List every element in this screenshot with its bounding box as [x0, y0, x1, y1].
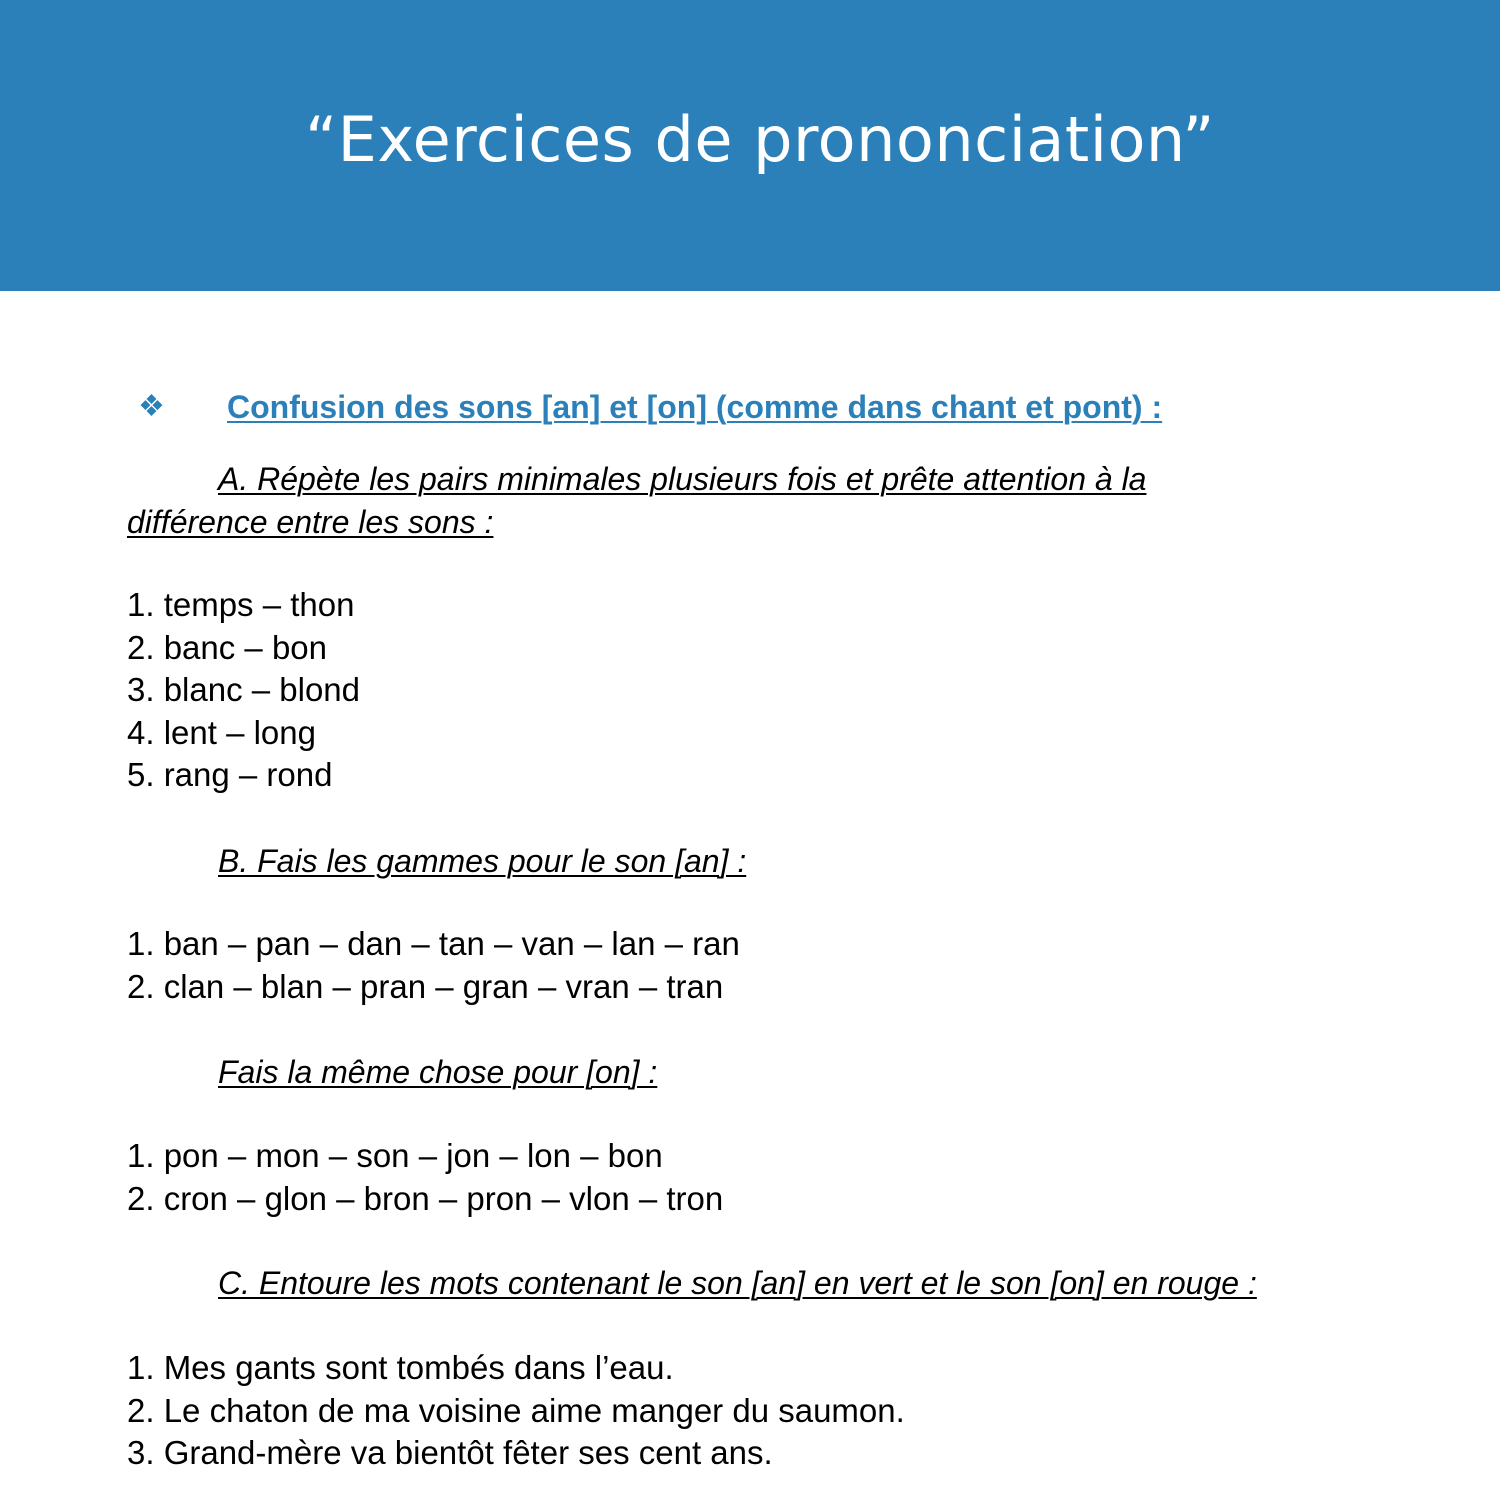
- list-item: 1. pon – mon – son – jon – lon – bon: [127, 1137, 663, 1174]
- list-item: 2. clan – blan – pran – gran – vran – tran: [127, 967, 724, 1005]
- list-item: 2. banc – bon: [127, 628, 327, 666]
- exercise-c-list: [127, 1347, 905, 1475]
- list-item: 2. cron – glon – bron – pron – vlon – tron: [127, 1179, 724, 1217]
- list-item: 1. temps – thon: [127, 586, 355, 623]
- list-item: 3. Grand-mère va bientôt fêter ses cent ans.: [127, 1434, 773, 1471]
- section-heading: Confusion des sons [an] et [on] (comme dans chant et pont) :: [227, 389, 1163, 425]
- list-item: 1. Mes gants sont tombés dans l’eau.: [127, 1349, 674, 1386]
- list-item: 5. rang – rond: [127, 756, 333, 793]
- page-title: “Exercices de prononciation”: [305, 103, 1215, 176]
- diamond-bullet-icon: ❖: [138, 390, 165, 423]
- exercise-a-instruction: A. Répète les pairs minimales plusieurs fois et prête attention à la: [218, 461, 1147, 497]
- exercise-b-list: [127, 923, 740, 1008]
- exercise-a-instruction-continued: différence entre les sons :: [127, 504, 494, 540]
- exercise-b-on-instruction: Fais la même chose pour [on] :: [218, 1054, 658, 1090]
- list-item: 3. blanc – blond: [127, 671, 361, 708]
- title-banner: [0, 0, 1500, 291]
- exercise-a-list: [127, 584, 360, 797]
- list-item: 2. Le chaton de ma voisine aime manger du saumon.: [127, 1391, 905, 1429]
- exercise-b-on-list: [127, 1135, 723, 1220]
- list-item: 4. lent – long: [127, 713, 316, 751]
- exercise-b-instruction: B. Fais les gammes pour le son [an] :: [218, 843, 747, 879]
- list-item: 1. ban – pan – dan – tan – van – lan – ran: [127, 925, 740, 962]
- exercise-c-instruction: C. Entoure les mots contenant le son [an] en vert et le son [on] en rouge :: [218, 1265, 1257, 1301]
